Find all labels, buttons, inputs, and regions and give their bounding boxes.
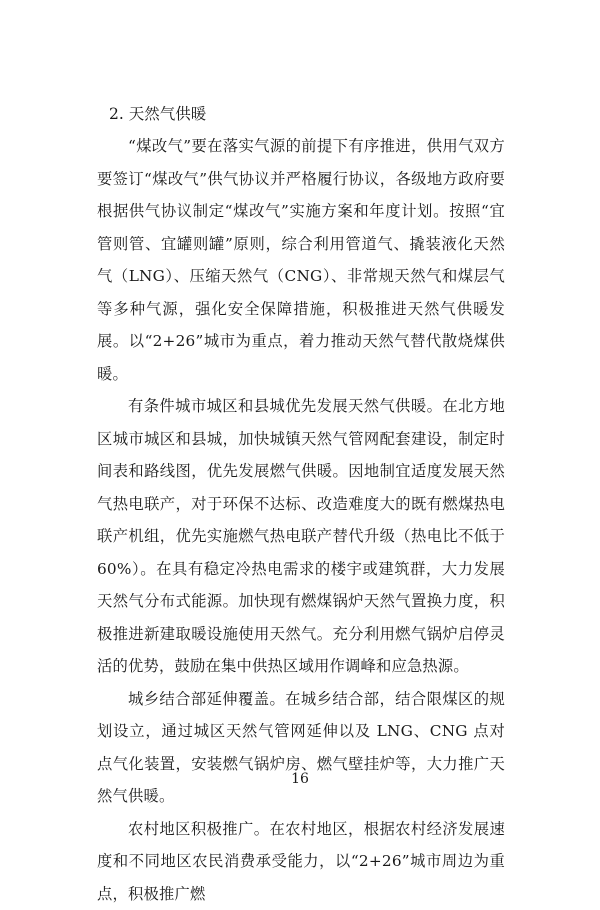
paragraph-text: 在农村地区，根据农村经济发展速度和不同地区农民消费承受能力，以“2+26”城市周边为重点，积极推广燃 xyxy=(97,820,505,903)
paragraph-text: 在城乡结合部，结合限煤区的规划设立，通过城区天然气管网延伸以及 LNG、CNG 点对点气化装置，安装燃气锅炉房、燃气壁挂炉等，大力推广天然气供暖。 xyxy=(97,690,505,806)
paragraph-1 xyxy=(97,130,505,390)
paragraph-lead: 农村地区积极推广。 xyxy=(128,820,269,838)
paragraph-text: 在北方地区城市城区和县城，加快城镇天然气管网配套建设，制定时间表和路线图，优先发展燃气供暖。因地制宜适度发展天然气热电联产，对于环保不达标、改造难度大的既有燃煤热电联产机组，优先实施燃气热电联产替代升级（热电比不低于 60%）。在具有稳定冷热电需求的楼宇或建筑群，大力发展天然气分布式能源。加快现有燃煤锅炉天然气置换力度，积极推进新建取暖设施使用天然气。充分利用燃气锅炉启停灵活的优势，鼓励在集中供热区域用作调峰和应急热源。 xyxy=(97,397,505,675)
section-heading: 2. 天然气供暖 xyxy=(109,98,505,130)
paragraph-4 xyxy=(97,813,505,910)
paragraph-lead: 有条件城市城区和县城优先发展天然气供暖。 xyxy=(128,397,442,415)
paragraph-text: “煤改气”要在落实气源的前提下有序推进，供用气双方要签订“煤改气”供气协议并严格履行协议，各级地方政府要根据供气协议制定“煤改气”实施方案和年度计划。按照“宜管则管、宜罐则罐”原则，综合利用管道气、撬装液化天然气（LNG）、压缩天然气（CNG）、非常规天然气和煤层气等多种气源，强化安全保障措施，积极推进天然气供暖发展。以“2+26”城市为重点，着力推动天然气替代散烧煤供暖。 xyxy=(97,137,505,383)
paragraph-3 xyxy=(97,683,505,813)
paragraph-lead: 城乡结合部延伸覆盖。 xyxy=(128,690,285,708)
paragraph-2 xyxy=(97,390,505,683)
page-number: 16 xyxy=(0,770,600,788)
page-body xyxy=(97,98,505,910)
